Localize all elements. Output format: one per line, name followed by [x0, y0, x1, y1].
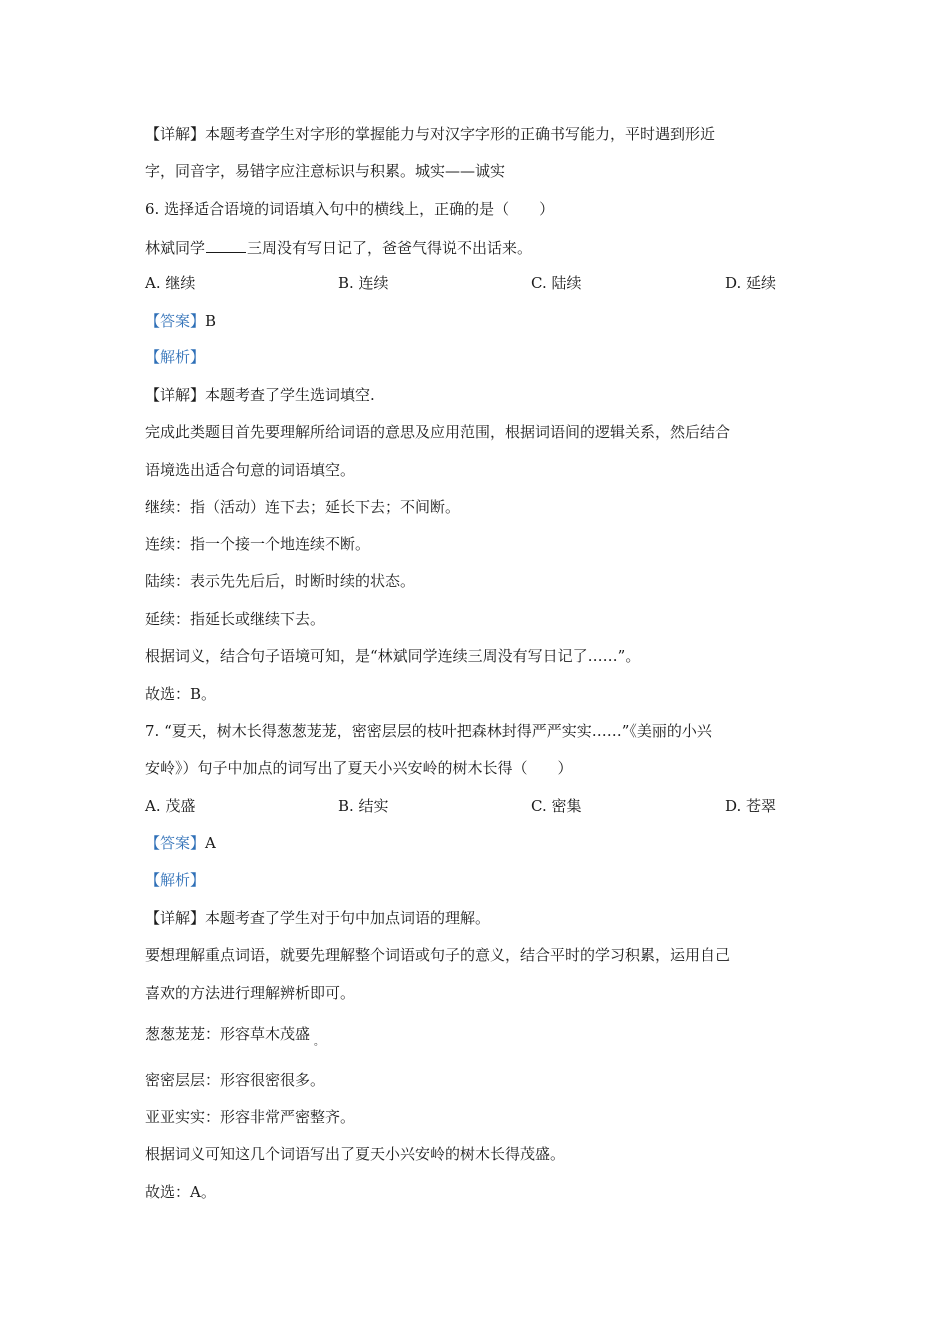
q6-detail: 【详解】本题考查了学生选词填空. [145, 386, 375, 404]
q6-answer [145, 311, 216, 331]
q6-sentence-after: 三周没有写日记了，爸爸气得说不出话来。 [247, 239, 533, 257]
q6-definition-2: 连续：指一个接一个地连续不断。 [145, 535, 371, 553]
q6-option-d: D. 延续 [725, 274, 777, 292]
q6-option-b: B. 连续 [338, 274, 389, 292]
q7-definition-1-mark: 。 [314, 1037, 325, 1048]
q6-analysis-label: 【解析】 [145, 348, 206, 366]
q7-choice: 故选：A。 [145, 1183, 216, 1201]
q6-definition-4: 延续：指延长或继续下去。 [145, 610, 326, 628]
q6-definition-1: 继续：指（活动）连下去；延长下去；不间断。 [145, 498, 461, 516]
q7-definition-1-text: 葱葱茏茏：形容草木茂盛 [145, 1025, 311, 1043]
q7-analysis-label: 【解析】 [145, 871, 206, 889]
q7-definition-3: 亚亚实实：形容非常严密整齐。 [145, 1108, 356, 1126]
q7-definition-1 [145, 1024, 324, 1053]
q7-option-c: C. 密集 [531, 797, 582, 815]
q7-answer-label: 【答案】 [145, 834, 206, 852]
q7-detail: 【详解】本题考查了学生对于句中加点词语的理解。 [145, 909, 491, 927]
q7-stem-line-2: 安岭》）句子中加点的词写出了夏天小兴安岭的树木长得（ ） [145, 759, 573, 777]
q7-conclusion: 根据词义可知这几个词语写出了夏天小兴安岭的树木长得茂盛。 [145, 1145, 566, 1163]
q5-detail-line-2: 字，同音字，易错字应注意标识与积累。城实——诚实 [145, 162, 506, 180]
q6-sentence-before: 林斌同学 [145, 239, 206, 257]
q7-option-d: D. 苍翠 [725, 797, 777, 815]
q6-answer-label: 【答案】 [145, 312, 206, 330]
q6-method-line-2: 语境选出适合句意的词语填空。 [145, 461, 356, 479]
q7-option-a: A. 茂盛 [145, 797, 196, 815]
q6-fill-blank [206, 236, 246, 253]
q6-conclusion: 根据词义，结合句子语境可知，是“林斌同学连续三周没有写日记了……”。 [145, 647, 641, 665]
q6-answer-value: B [205, 312, 217, 330]
q6-definition-3: 陆续：表示先先后后，时断时续的状态。 [145, 572, 416, 590]
q6-option-a: A. 继续 [145, 274, 196, 292]
q6-stem: 6. 选择适合语境的词语填入句中的横线上，正确的是（ ） [145, 200, 555, 218]
q7-definition-2: 密密层层：形容很密很多。 [145, 1071, 326, 1089]
q6-choice: 故选：B。 [145, 685, 217, 703]
q7-answer-value: A [205, 834, 216, 852]
q6-option-c: C. 陆续 [531, 274, 582, 292]
q7-stem-line-1: 7. “夏天，树木长得葱葱茏茏，密密层层的枝叶把森林封得严严实实……”《美丽的小兴 [145, 722, 712, 740]
q7-method-line-1: 要想理解重点词语，就要先理解整个词语或句子的意义，结合平时的学习积累，运用自己 [145, 946, 731, 964]
q6-sentence [145, 236, 532, 258]
q6-method-line-1: 完成此类题目首先要理解所给词语的意思及应用范围，根据词语间的逻辑关系，然后结合 [145, 423, 731, 441]
q7-answer [145, 833, 216, 853]
q5-detail-line-1: 【详解】本题考查学生对字形的掌握能力与对汉字字形的正确书写能力，平时遇到形近 [145, 125, 716, 143]
q7-option-b: B. 结实 [338, 797, 389, 815]
q7-method-line-2: 喜欢的方法进行理解辨析即可。 [145, 984, 356, 1002]
